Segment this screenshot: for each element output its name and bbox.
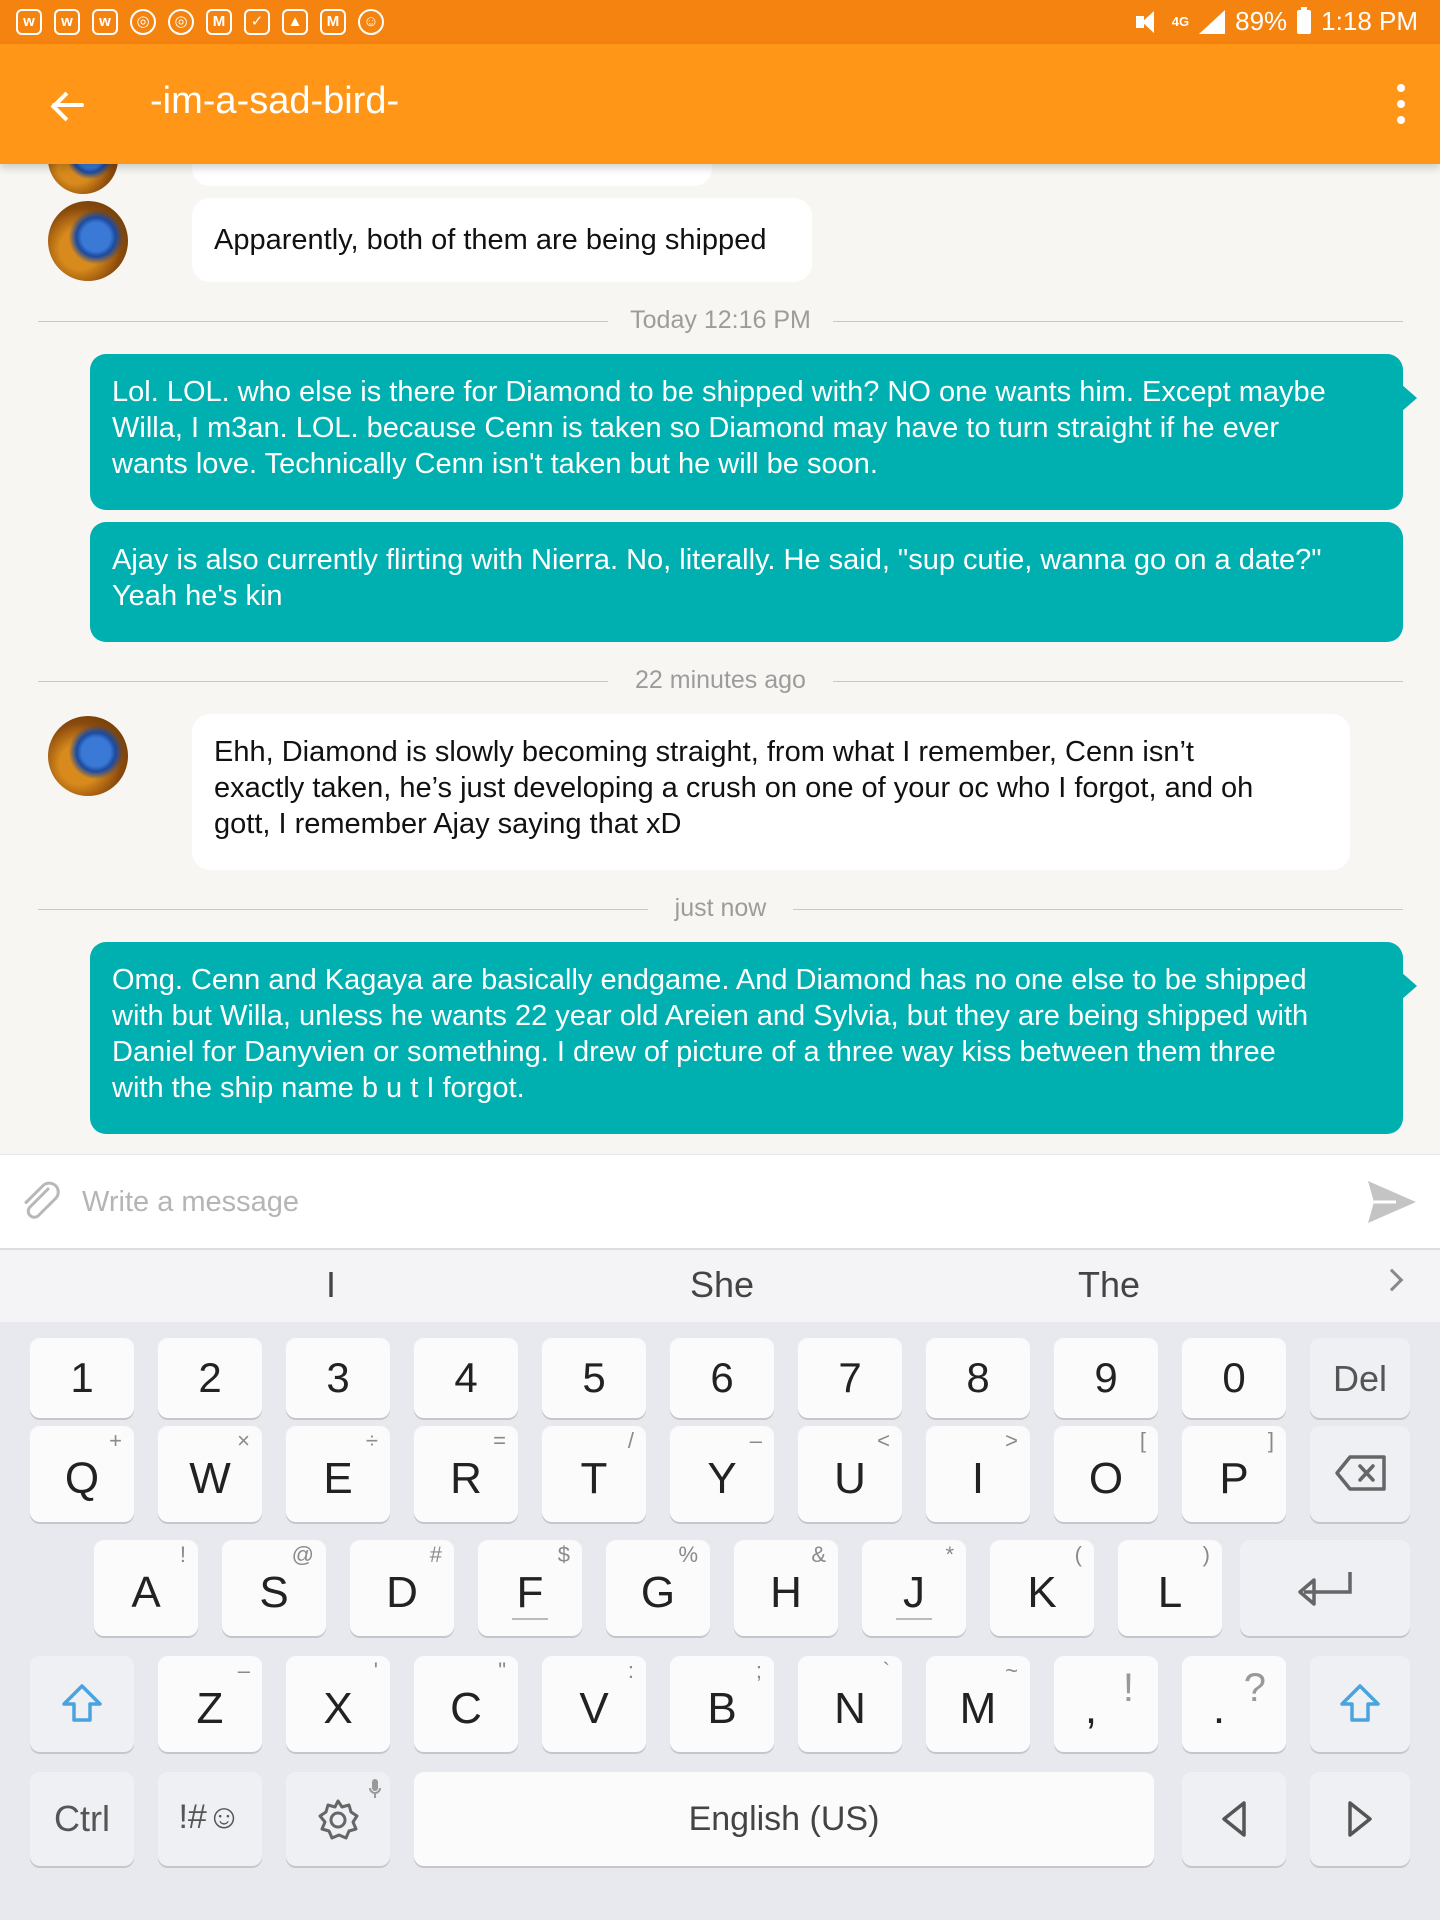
key-2[interactable]: 2: [158, 1338, 262, 1418]
timestamp: Today 12:16 PM: [610, 306, 831, 334]
key-j[interactable]: J *: [862, 1540, 966, 1636]
space-bar[interactable]: English (US): [414, 1772, 1154, 1866]
message-composer: [0, 1154, 1440, 1248]
delete-key[interactable]: Del: [1310, 1338, 1410, 1418]
check-icon: ✓: [244, 9, 270, 35]
attachment-icon[interactable]: [18, 1179, 64, 1225]
gmail-icon: M: [206, 9, 232, 35]
key-i[interactable]: I >: [926, 1426, 1030, 1522]
avatar[interactable]: [48, 716, 128, 796]
key-g[interactable]: G %: [606, 1540, 710, 1636]
symbols-key[interactable]: !#☺: [158, 1772, 262, 1866]
key-c[interactable]: C ": [414, 1656, 518, 1752]
smiley-icon: ☺: [358, 9, 384, 35]
cursor-right-key[interactable]: [1310, 1772, 1410, 1866]
enter-icon: [1294, 1568, 1356, 1610]
key-b[interactable]: B ;: [670, 1656, 774, 1752]
backspace-key[interactable]: [1310, 1426, 1410, 1522]
message-line: Daniel for Danyvien or something. I drew of picture of a three way kiss between them three: [112, 1036, 1276, 1068]
battery-percent: 89%: [1235, 6, 1288, 36]
message-bubble-outgoing: [90, 522, 1403, 642]
key-4[interactable]: 4: [414, 1338, 518, 1418]
key-comma[interactable]: , !: [1054, 1656, 1158, 1752]
app-bar: [0, 44, 1440, 164]
notification-icons: [16, 9, 384, 35]
mute-icon: [1134, 9, 1162, 35]
cursor-left-key[interactable]: [1182, 1772, 1286, 1866]
key-n[interactable]: N `: [798, 1656, 902, 1752]
chat-title: -im-a-sad-bird-: [150, 80, 400, 122]
message-line: Willa, I m3an. LOL. because Cenn is taken so Diamond may have to turn straight if he ever: [112, 412, 1280, 444]
timestamp-divider: [38, 302, 1403, 342]
status-bar: [0, 0, 1440, 44]
avatar[interactable]: [48, 201, 128, 281]
chrome-icon: ◎: [130, 9, 156, 35]
message-bubble-incoming: [192, 714, 1350, 870]
key-d[interactable]: D #: [350, 1540, 454, 1636]
key-m[interactable]: M ~: [926, 1656, 1030, 1752]
backspace-icon: [1334, 1454, 1388, 1492]
key-p[interactable]: P ]: [1182, 1426, 1286, 1522]
timestamp: 22 minutes ago: [615, 666, 826, 694]
key-e[interactable]: E ÷: [286, 1426, 390, 1522]
message-line: Ehh, Diamond is slowly becoming straight, from what I remember, Cenn isn’t: [214, 736, 1194, 768]
gear-icon: [316, 1798, 360, 1842]
message-line: exactly taken, he’s just developing a crush on one of your oc who I forgot, and oh: [214, 772, 1254, 804]
suggestion-item[interactable]: She: [690, 1264, 755, 1305]
message-line: Ajay is also currently flirting with Nierra. No, literally. He said, "sup cutie, wanna go on a date?": [112, 544, 1322, 576]
message-bubble-outgoing: [90, 354, 1403, 510]
suggestion-item[interactable]: The: [1078, 1264, 1141, 1305]
key-k[interactable]: K (: [990, 1540, 1094, 1636]
keyboard: [0, 1322, 1440, 1920]
chrome-icon: ◎: [168, 9, 194, 35]
back-arrow-icon[interactable]: [38, 74, 98, 134]
key-l[interactable]: L ): [1118, 1540, 1222, 1636]
wattpad-icon: w: [54, 9, 80, 35]
message-bubble-incoming: [192, 164, 712, 186]
message-line: Lol. LOL. who else is there for Diamond to be shipped with? NO one wants him. Except maybe: [112, 376, 1326, 408]
key-8[interactable]: 8: [926, 1338, 1030, 1418]
timestamp: just now: [655, 894, 787, 922]
key-u[interactable]: U <: [798, 1426, 902, 1522]
message-input[interactable]: [82, 1177, 1332, 1227]
triangle-left-icon: [1220, 1800, 1248, 1838]
key-6[interactable]: 6: [670, 1338, 774, 1418]
ctrl-key[interactable]: Ctrl: [30, 1772, 134, 1866]
key-s[interactable]: S @: [222, 1540, 326, 1636]
triangle-right-icon: [1346, 1800, 1374, 1838]
timestamp-divider: [38, 890, 1403, 930]
message-list[interactable]: [0, 164, 1440, 1154]
message-line: gott, I remember Ajay saying that xD: [214, 808, 682, 840]
key-1[interactable]: 1: [30, 1338, 134, 1418]
key-5[interactable]: 5: [542, 1338, 646, 1418]
message-line: with the ship name b u t I forgot.: [112, 1072, 525, 1104]
key-t[interactable]: T /: [542, 1426, 646, 1522]
message-text: Apparently, both of them are being shipped: [214, 224, 767, 256]
key-period[interactable]: . ?: [1182, 1656, 1286, 1752]
key-y[interactable]: Y –: [670, 1426, 774, 1522]
more-options-icon[interactable]: [1386, 84, 1416, 124]
microphone-icon: [368, 1778, 382, 1800]
key-a[interactable]: A !: [94, 1540, 198, 1636]
image-icon: ▲: [282, 9, 308, 35]
key-o[interactable]: O [: [1054, 1426, 1158, 1522]
message-line: Omg. Cenn and Kagaya are basically endgame. And Diamond has no one else to be shipped: [112, 964, 1307, 996]
suggestion-item[interactable]: I: [326, 1264, 337, 1305]
network-type: 4G: [1171, 14, 1190, 29]
wattpad-icon: w: [16, 9, 42, 35]
chevron-right-icon[interactable]: [1381, 1269, 1404, 1292]
key-x[interactable]: X ': [286, 1656, 390, 1752]
message-bubble-outgoing: [90, 942, 1403, 1134]
key-9[interactable]: 9: [1054, 1338, 1158, 1418]
shift-icon: [60, 1682, 104, 1726]
suggestion-bar: [0, 1248, 1440, 1322]
shift-key-right[interactable]: [1310, 1656, 1410, 1752]
signal-icon: [1199, 10, 1225, 34]
message-line: with but Willa, unless he wants 22 year old Areien and Sylvia, but they are being shipped with: [112, 1000, 1309, 1032]
enter-key[interactable]: [1240, 1540, 1410, 1636]
shift-icon: [1338, 1682, 1382, 1726]
message-bubble-incoming: [192, 198, 812, 282]
key-q[interactable]: Q +: [30, 1426, 134, 1522]
key-3[interactable]: 3: [286, 1338, 390, 1418]
settings-key[interactable]: [286, 1772, 390, 1866]
shift-key-left[interactable]: [30, 1656, 134, 1752]
timestamp-divider: [38, 662, 1403, 702]
key-r[interactable]: R =: [414, 1426, 518, 1522]
send-icon[interactable]: [1366, 1177, 1418, 1227]
message-line: wants love. Technically Cenn isn't taken but he will be soon.: [112, 448, 878, 480]
clock: 1:18 PM: [1321, 6, 1418, 36]
key-z[interactable]: Z –: [158, 1656, 262, 1752]
key-0[interactable]: 0: [1182, 1338, 1286, 1418]
gmail-icon: M: [320, 9, 346, 35]
key-h[interactable]: H &: [734, 1540, 838, 1636]
wattpad-icon: w: [92, 9, 118, 35]
avatar[interactable]: [48, 164, 118, 194]
key-w[interactable]: W ×: [158, 1426, 262, 1522]
battery-icon: [1297, 10, 1311, 34]
key-f[interactable]: F $: [478, 1540, 582, 1636]
key-v[interactable]: V :: [542, 1656, 646, 1752]
message-line: Yeah he's kin: [112, 580, 283, 612]
key-7[interactable]: 7: [798, 1338, 902, 1418]
